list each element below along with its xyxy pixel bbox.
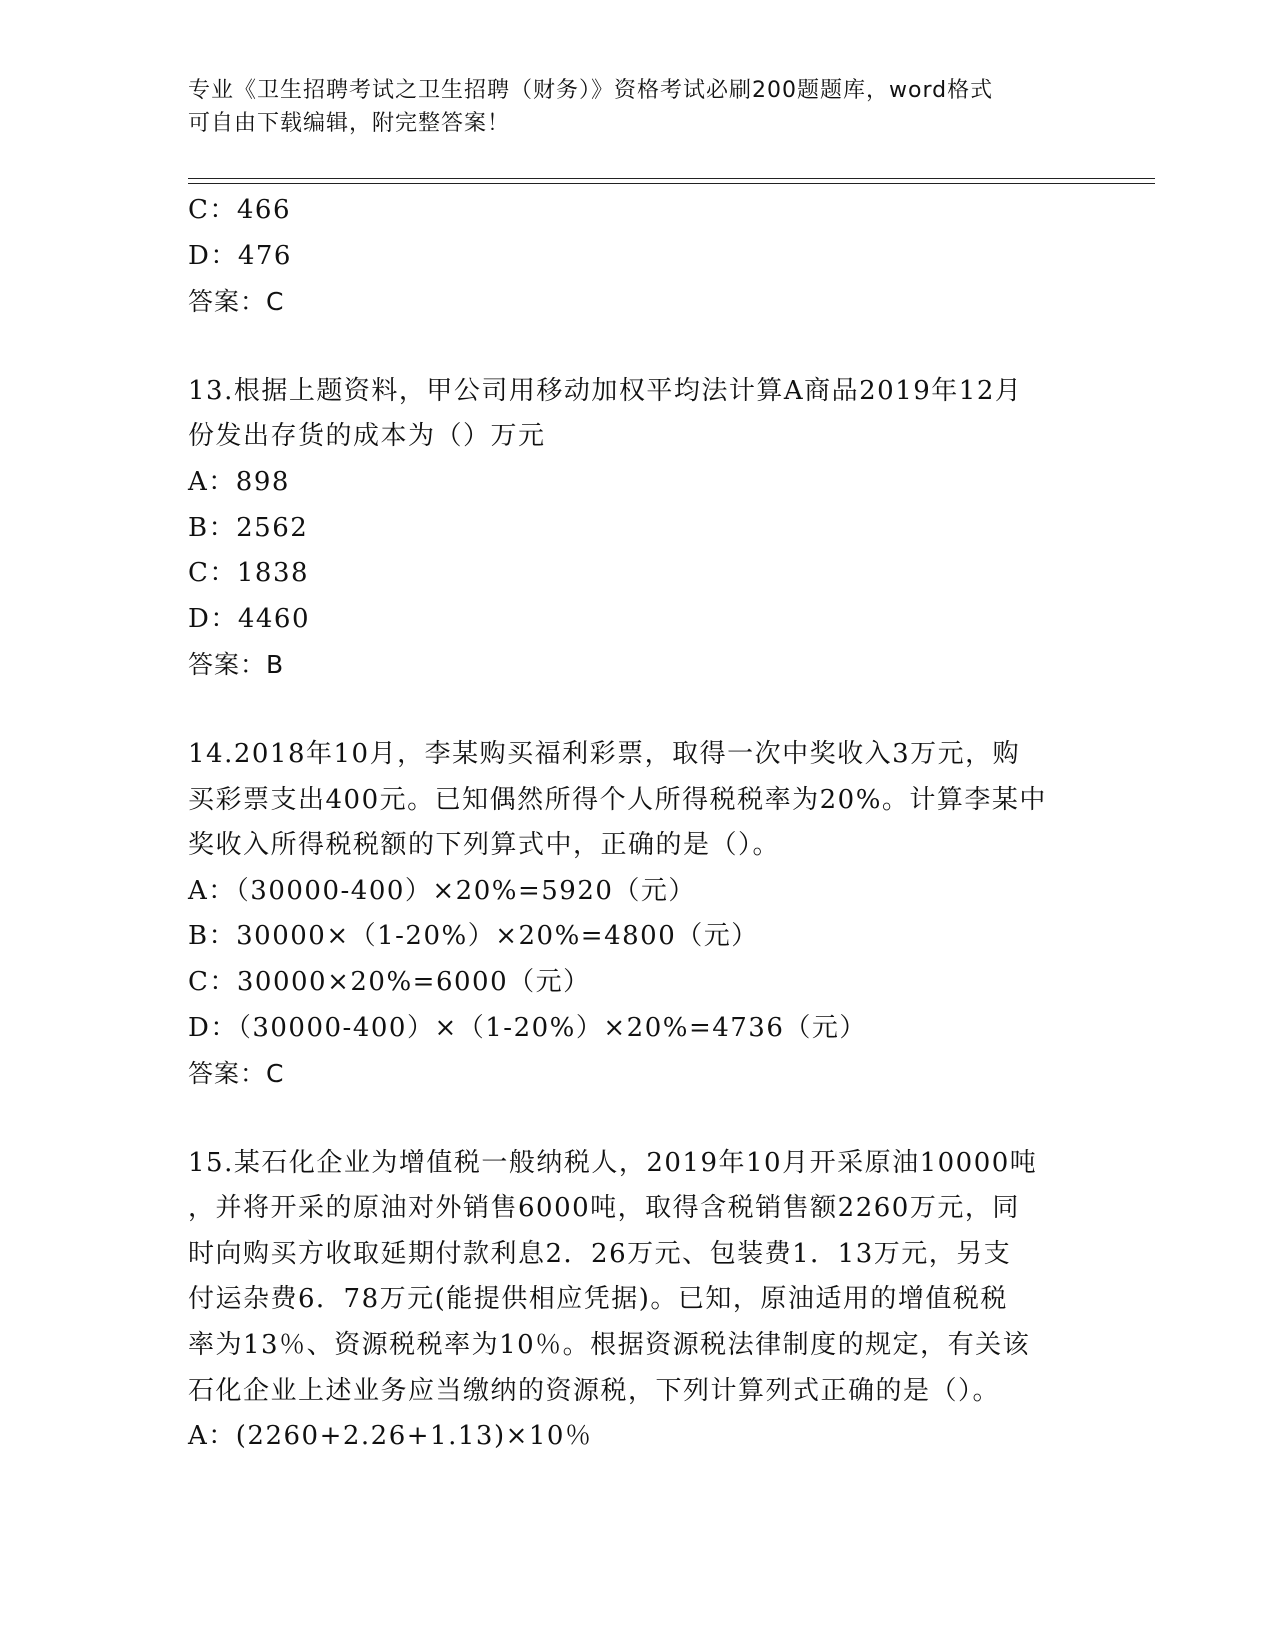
option-b: B：30000×（1-20%）×20%=4800（元）: [188, 921, 759, 952]
spacer: [188, 688, 1088, 732]
question-content: [188, 188, 1088, 1460]
question-text-line: 15.某石化企业为增值税一般纳税人，2019年10月开采原油10000吨: [188, 1147, 1038, 1178]
spacer: [188, 325, 1088, 369]
question-text-line: 13.根据上题资料，甲公司用移动加权平均法计算A商品2019年12月: [188, 375, 1023, 406]
option-c: C：30000×20%=6000（元）: [188, 966, 591, 997]
question-text-line: 份发出存货的成本为（）万元: [188, 421, 546, 452]
question-text-line: 14.2018年10月，李某购买福利彩票，取得一次中奖收入3万元，购: [188, 738, 1021, 769]
question-13: [188, 369, 1088, 688]
question-text-line: 买彩票支出400元。已知偶然所得个人所得税税率为20%。计算李某中: [188, 784, 1047, 815]
question-text-line: ，并将开采的原油对外销售6000吨，取得含税销售额2260万元，同: [188, 1193, 1020, 1224]
question-15: [188, 1141, 1088, 1460]
question-14: [188, 732, 1088, 1097]
header-line-2: 可自由下载编辑，附完整答案！: [188, 111, 511, 136]
option-a: A：(2260+2.26+1.13)×10％: [188, 1421, 593, 1452]
question-text-line: 率为13％、资源税税率为10％。根据资源税法律制度的规定，有关该: [188, 1330, 1031, 1361]
header-line-1: 专业《卫生招聘考试之卫生招聘（财务）》资格考试必刷200题题库，word格式: [188, 78, 994, 103]
question-text-line: 奖收入所得税税额的下列算式中，正确的是（）。: [188, 830, 781, 861]
answer: 答案：B: [188, 650, 285, 680]
option-a: A：（30000-400）×20%=5920（元）: [188, 875, 696, 906]
answer: 答案：C: [188, 287, 285, 317]
question-12-tail: [188, 188, 1088, 325]
option-c: C：1838: [188, 558, 310, 589]
spacer: [188, 1097, 1088, 1141]
option-c: C：466: [188, 195, 292, 225]
question-text-line: 付运杂费6．78万元(能提供相应凭据)。已知，原油适用的增值税税: [188, 1284, 1008, 1315]
question-text-line: 石化企业上述业务应当缴纳的资源税，下列计算列式正确的是（）。: [188, 1375, 1001, 1406]
option-d: D：（30000-400）×（1-20%）×20%=4736（元）: [188, 1012, 867, 1043]
answer: 答案：C: [188, 1059, 285, 1089]
option-b: B：2562: [188, 512, 309, 543]
question-text-line: 时向购买方收取延期付款利息2．26万元、包装费1．13万元，另支: [188, 1238, 1012, 1269]
header-divider-bottom: [188, 183, 1155, 184]
page-header: [188, 74, 1068, 140]
option-a: A：898: [188, 466, 290, 497]
header-divider-top: [188, 178, 1155, 179]
option-d: D：4460: [188, 603, 311, 634]
option-d: D：476: [188, 240, 292, 271]
